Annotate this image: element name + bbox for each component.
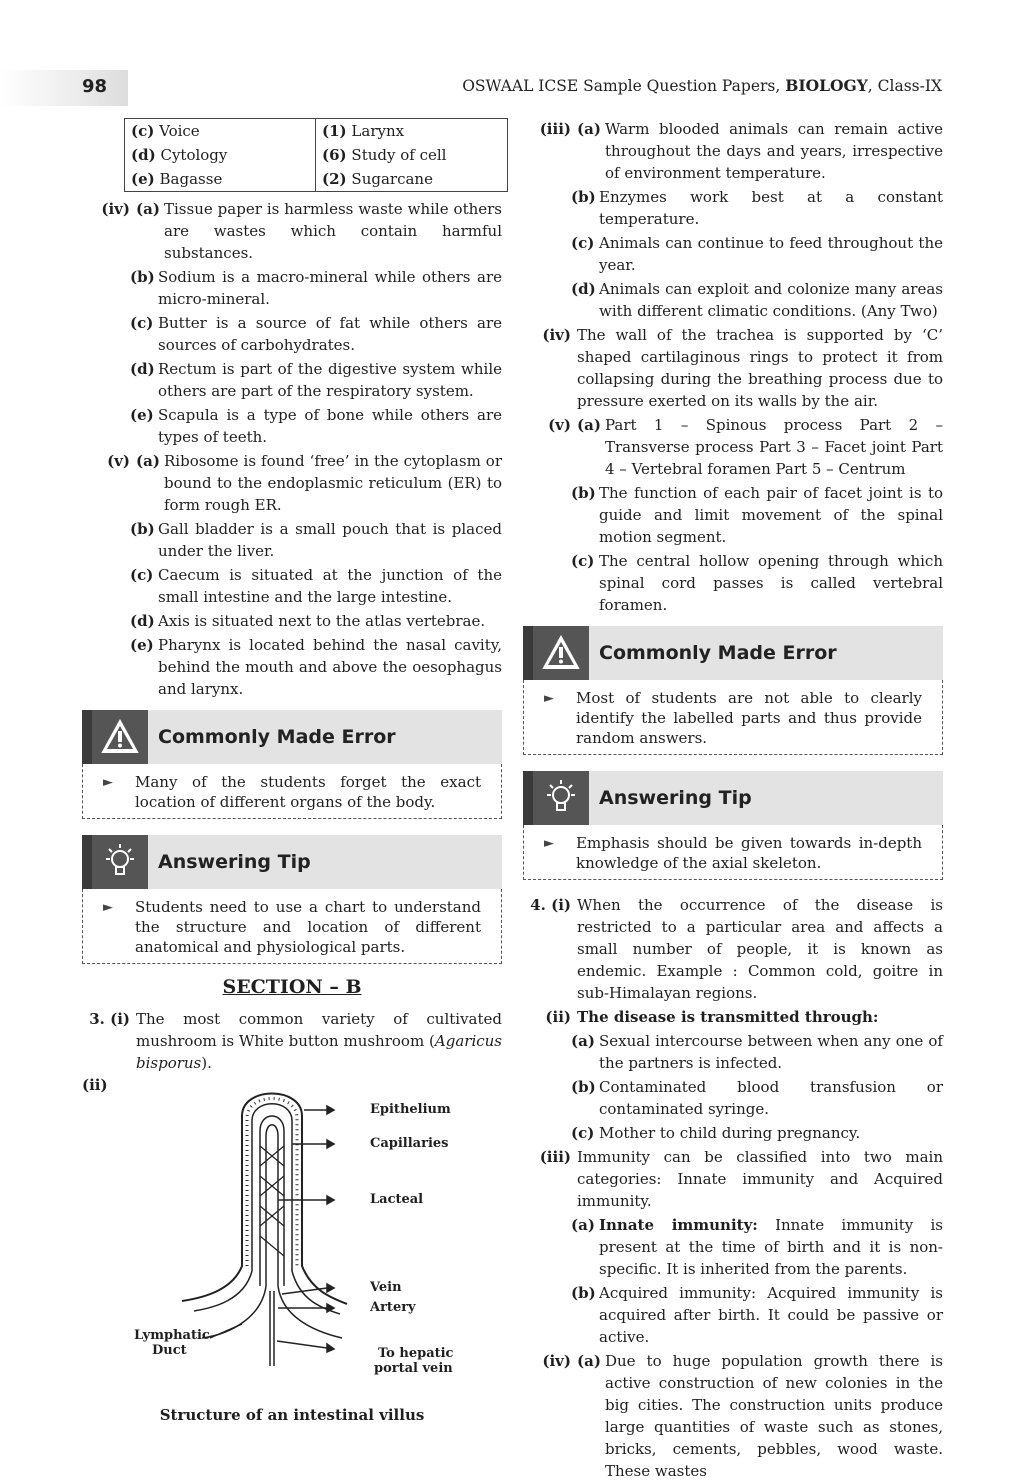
error-box-body: ► Many of the students forget the exact location of different organs of the body. (82, 764, 502, 819)
error-box-body-right: ► Most of students are not able to clearly identify the labelled parts and thus provide random answers. (523, 680, 943, 755)
label-epithelium: Epithelium (370, 1102, 451, 1117)
error-box-title: Commonly Made Error (158, 726, 396, 748)
tip-box-header-right (523, 771, 943, 825)
table-row: (e) Bagasse (2) Sugarcane (125, 167, 508, 192)
answer-4-ii: (ii) The disease is transmitted through: (545, 1008, 879, 1026)
answer-4-iii: (iii) Immunity can be classified into two main categories: Innate immunity and Acquired immunity. (539, 1148, 943, 1210)
answer-iv: (iv) (a) Tissue paper is harmless waste while others are wastes which contain harmful substances. (b) Sodium is a macro-mineral while others are micro-mineral. (c) Butter is a source of fat while others are sources of carbohydrates. (d) Rectum is part of the digestive system while others are part of the respiratory system. (e) Scapula is a type of bone while others are types of teeth. (101, 200, 502, 446)
arrow-bullet-icon: ► (103, 775, 113, 790)
tip-box-body: ► Students need to use a chart to understand the structure and location of different anatomical and physiological parts. (82, 889, 502, 964)
warning-triangle-icon (533, 626, 589, 680)
arrow-bullet-icon: ► (544, 836, 554, 851)
answer-3-ii-label: (ii) (82, 1076, 108, 1094)
tip-box-body-right: ► Emphasis should be given towards in-depth knowledge of the axial skeleton. (523, 825, 943, 880)
label-vein: Vein (370, 1280, 402, 1295)
tip-box-title-right: Answering Tip (599, 787, 752, 809)
diagram-caption: Structure of an intestinal villus (159, 1406, 425, 1424)
running-head: OSWAAL ICSE Sample Question Papers, BIOLOGY, Class-IX (462, 76, 942, 95)
villus-diagram (82, 1076, 502, 1406)
label-artery: Artery (370, 1300, 416, 1315)
error-box-title-right: Commonly Made Error (599, 642, 837, 664)
left-column (82, 118, 502, 1424)
right-column: (iii) (a) Warm blooded animals can remain active throughout the days and years, irrespective of environment temperature. (b) Enzymes work best at a constant temperature. (c) Animals can continue to feed throughout the year. (d) Animals can exploit and colonize many areas with different climatic conditions. (Any Two) (iv) The wall of the trachea is supported by ‘C’ shaped cartilaginous rings to protect it from collapsing during the breathing process due to pressure exerted on its walls by the air. (v) (a) Part 1 – Spinous process Part 2 – Transverse process Part 3 – Facet joint Part 4 – Vertebral foramen Part 5 – Centrum (b) The function of each pair of facet joint is to guide and limit movement of the spinal motion segment. (c) The central hollow opening through which spinal cord passes is called vertebral foramen. Commonly Made Error ► Most of students are not able to clearly identify the labelled parts and thus provide random answers. Answering Tip ► Emphasis should be given towards in-depth knowledge of the axial skeleton. 4. (i) When the occurrence of the disease is restricted to a particular area and affects a small number of people, it is known as endemic. Example : Common cold, goitre in sub-Himalayan regions. (ii) The disease is transmitted through: (a) Sexual intercourse between when any one of the partners is infected. (b) Contaminated blood transfusion or contaminated syringe. (c) Mother to child during pregnancy. (iii) Immunity can be classified into two main categories: Innate immunity and Acquired immunity. (a) Innate immunity: Innate immunity is present at the time of birth and it is non-specific. It is inherited from the parents. (b) Acquired immunity: Acquired immunity is acquired after birth. It could be passive or active. (iv) (a) Due to huge population growth there is active construction of new colonies in the big cities. The construction units produce large quantities of waste such as stones, bricks, cements, pebbles, wood waste. These wastes (523, 118, 943, 1484)
label-capillaries: Capillaries (370, 1136, 449, 1151)
label-lacteal: Lacteal (370, 1192, 424, 1207)
error-box-header (82, 710, 502, 764)
lightbulb-icon (92, 835, 148, 889)
answer-iv-right: (iv) The wall of the trachea is supported by ‘C’ shaped cartilaginous rings to protect it from collapsing during the breathing process due to pressure exerted on its walls by the air. (542, 326, 943, 410)
label-lymphatic-duct: Duct (152, 1343, 187, 1358)
table-row: (c) Voice (1) Larynx (125, 119, 508, 144)
arrow-bullet-icon: ► (544, 691, 554, 706)
answer-v: (v) (a) Ribosome is found ‘free’ in the cytoplasm or bound to the endoplasmic reticulum (ER) to form rough ER. (b) Gall bladder is a small pouch that is placed under the liver. (c) Caecum is situated at the junction of the small intestine and the large intestine. (d) Axis is situated next to the atlas vertebrae. (e) Pharynx is located behind the nasal cavity, behind the mouth and above the oesophagus and larynx. (107, 452, 502, 698)
page-number: 98 (82, 76, 108, 97)
label-hepatic: To hepatic (378, 1346, 454, 1361)
label-portal-vein: portal vein (374, 1361, 453, 1376)
lightbulb-icon (533, 771, 589, 825)
answer-4-iv: (iv) (a) Due to huge population growth there is active construction of new colonies in the big cities. The construction units produce large quantities of waste such as stones, bricks, cements, pebbles, wood waste. These wastes (542, 1352, 943, 1480)
answer-3-i: 3. (i) The most common variety of cultivated mushroom is White button mushroom (Agaricus bisporus). (89, 1010, 502, 1072)
match-table (124, 118, 508, 192)
answer-4-i: 4. (i) When the occurrence of the disease is restricted to a particular area and affects a small number of people, it is known as endemic. Example : Common cold, goitre in sub-Himalayan regions. (530, 896, 943, 1002)
arrow-bullet-icon: ► (103, 900, 113, 915)
answer-v-right: (v) (a) Part 1 – Spinous process Part 2 – Transverse process Part 3 – Facet joint Part 4 – Vertebral foramen Part 5 – Centrum (b) The function of each pair of facet joint is to guide and limit movement of the spinal motion segment. (c) The central hollow opening through which spinal cord passes is called vertebral foramen. (548, 416, 943, 614)
tip-box-title: Answering Tip (158, 851, 311, 873)
error-box-header-right (523, 626, 943, 680)
section-title: SECTION – B (222, 976, 362, 998)
header-band (0, 70, 128, 106)
tip-box-header (82, 835, 502, 889)
label-lymphatic: Lymphatic (134, 1328, 210, 1343)
answer-iii: (iii) (a) Warm blooded animals can remain active throughout the days and years, irrespective of environment temperature. (b) Enzymes work best at a constant temperature. (c) Animals can continue to feed throughout the year. (d) Animals can exploit and colonize many areas with different climatic conditions. (Any Two) (539, 120, 943, 320)
table-row: (d) Cytology (6) Study of cell (125, 143, 508, 167)
warning-triangle-icon (92, 710, 148, 764)
